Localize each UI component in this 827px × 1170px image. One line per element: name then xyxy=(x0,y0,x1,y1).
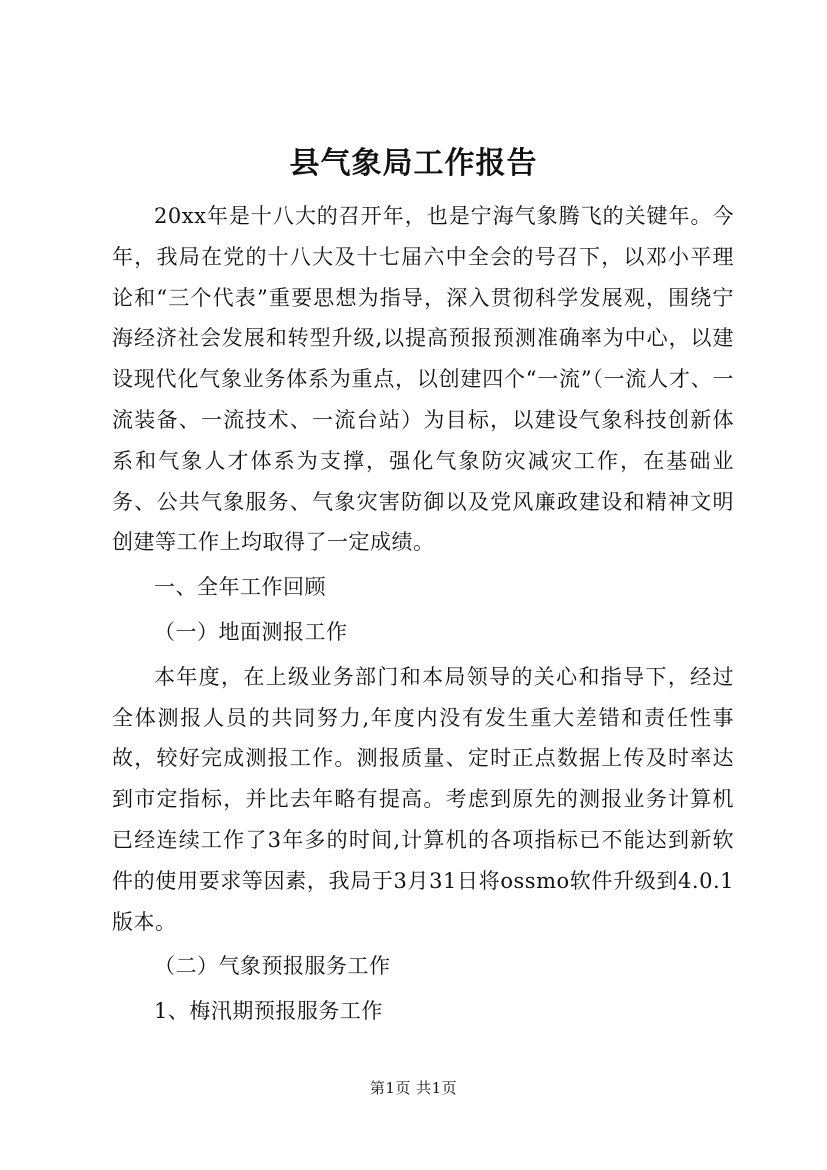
section-heading-1: 一、全年工作回顾 xyxy=(154,575,326,600)
subsection-heading-1: （一）地面测报工作 xyxy=(154,619,348,644)
subsection-heading-2-1: 1、梅汛期预报服务工作 xyxy=(154,999,383,1024)
subsection-heading-2: （二）气象预报服务工作 xyxy=(154,954,391,979)
page-footer: 第1页 共1页 xyxy=(369,1079,458,1097)
document-title: 县气象局工作报告 xyxy=(289,146,538,181)
paragraph-surface-observation: 本年度，在上级业务部门和本局领导的关心和指导下，经过全体测报人员的共同努力,年度内没有发生重大差错和责任性事故，较好完成测报工作。测报质量、定时正点数据上传及时率达到市定指标，并比去年略有提高。考虑到原先的测报业务计算机已经连续工作了3年多的时间,计算机的各项指标已不能达到新软件的使用要求等因素，我局于3月31日将ossmo软件升级到4.0.1版本。 xyxy=(112,664,734,934)
paragraph-intro: 20xx年是十八大的召开年，也是宁海气象腾飞的关键年。今年，我局在党的十八大及十七届六中全会的号召下，以邓小平理论和“三个代表”重要思想为指导，深入贯彻科学发展观，围绕宁海经济社会发展和转型升级,以提高预报预测准确率为中心，以建设现代化气象业务体系为重点，以创建四个“一流”（一流人才、一流装备、一流技术、一流台站）为目标，以建设气象科技创新体系和气象人才体系为支撑，强化气象防灾减灾工作，在基础业务、公共气象服务、气象灾害防御以及党风廉政建设和精神文明创建等工作上均取得了一定成绩。 xyxy=(112,204,734,555)
document-body xyxy=(112,196,734,1032)
